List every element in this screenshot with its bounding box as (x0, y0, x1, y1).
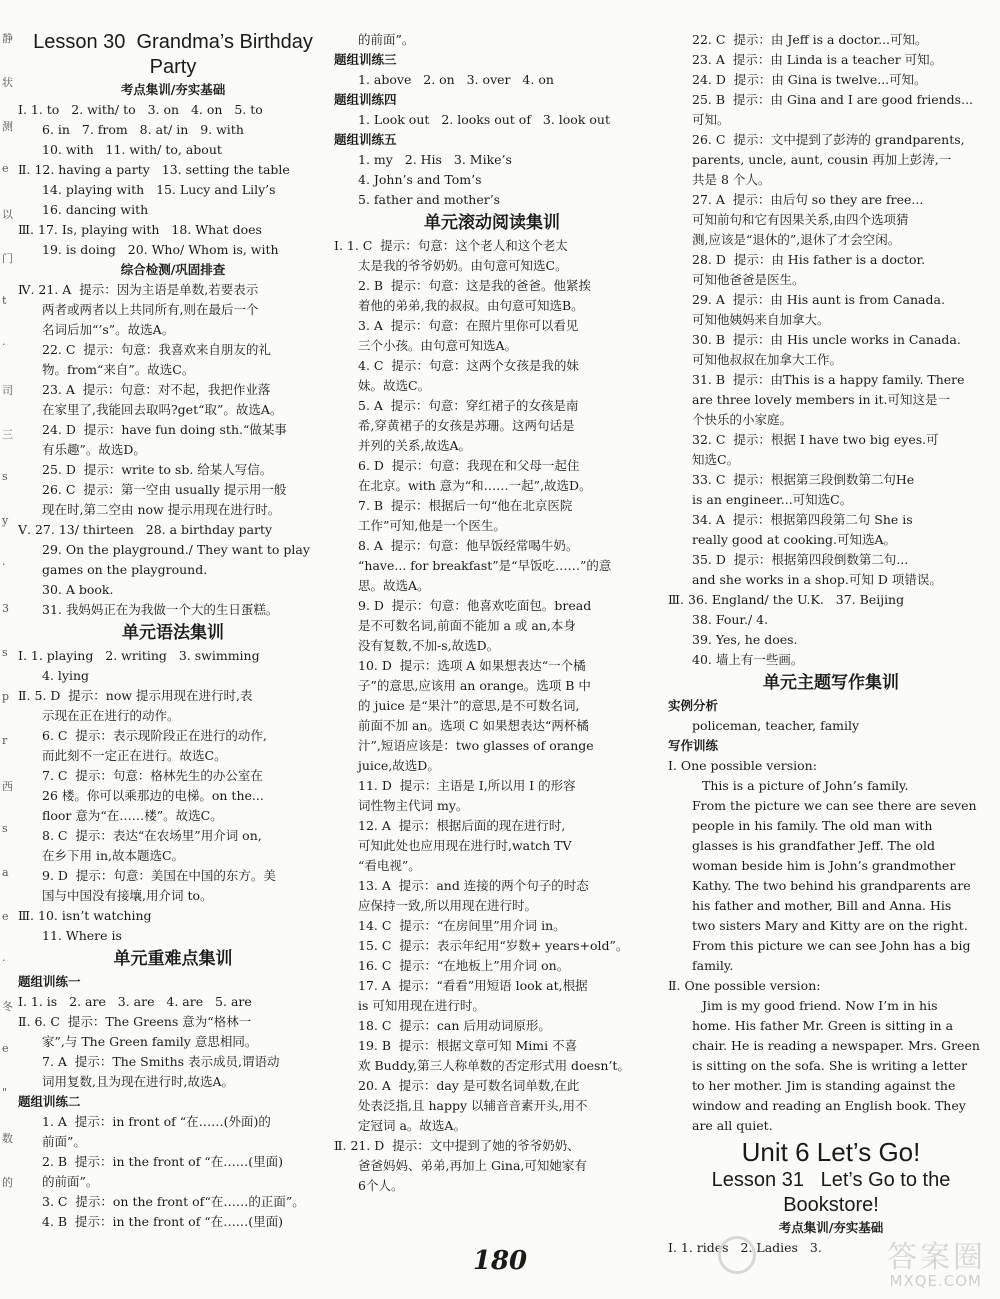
answer-line: 3. A 提示：句意：在照片里你可以看见 (358, 318, 579, 333)
answer-line: Ⅱ. 12. having a party 13. setting the table (18, 162, 290, 177)
answer-line: 31. B 提示：由This is a happy family. There (692, 372, 965, 387)
answer-line: 31. 我妈妈正在为我做一个大的生日蛋糕。 (42, 602, 279, 617)
answer-line: 6. C 提示：表示现阶段正在进行的动作, (42, 728, 267, 743)
answer-line: Kathy. The two behind his grandparents are (692, 878, 971, 893)
answer-line: 5. A 提示：句意：穿红裙子的女孩是南 (358, 398, 579, 413)
edge-mark: t (2, 294, 7, 307)
edge-mark: e (2, 1042, 9, 1055)
answer-line: 前面不加 an。选项 C 如果想表达“两杯橘 (358, 718, 589, 733)
edge-mark: 西 (2, 780, 13, 793)
answer-line: glasses is his grandfather Jeff. The old (692, 838, 935, 853)
answer-line: family. (692, 958, 734, 973)
section-heading: Unit 6 Let’s Go! (741, 1137, 921, 1167)
answer-line: 7. A 提示：The Smiths 表示成员,谓语动 (42, 1054, 280, 1069)
answer-line: 25. D 提示：write to sb. 给某人写信。 (42, 462, 273, 477)
answer-line: 妹。故选C。 (358, 378, 431, 393)
answer-line: 可知此处也应用现在进行时,watch TV (358, 838, 572, 853)
answer-line: 26 楼。你可以乘那边的电梯。on the... (42, 788, 264, 803)
answer-line: 有乐趣”。故选D。 (42, 442, 146, 457)
answer-line: 知选C。 (692, 452, 740, 467)
answer-line: games on the playground. (42, 562, 208, 577)
answer-line: 示现在正在进行的动作。 (42, 708, 180, 723)
answer-line: 26. C 提示：文中提到了彭涛的 grandparents, (692, 132, 965, 147)
answer-line: window and reading an English book. They (692, 1098, 966, 1113)
answer-line: 1. Look out 2. looks out of 3. look out (358, 112, 610, 127)
answer-line: 可知他爸爸是医生。 (692, 272, 805, 287)
answer-line: 可知他叔叔在加拿大工作。 (692, 352, 843, 367)
answer-line: Ⅰ. 1. playing 2. writing 3. swimming (18, 648, 260, 663)
answer-line: 的 juice 是“果汁”的意思,是不可数名词, (358, 698, 580, 713)
answer-line: 8. A 提示：句意：他早饭经常喝牛奶。 (358, 538, 579, 553)
answer-line: juice,故选D。 (358, 758, 440, 773)
answer-line: Jim is my good friend. Now I’m in his (702, 998, 938, 1013)
watermark-logo-icon (718, 1236, 756, 1274)
answer-line: 三个小孩。由句意可知选A。 (358, 338, 518, 353)
section-heading: 单元重难点集训 (113, 949, 233, 969)
answer-line: 23. A 提示：句意：对不起，我把作业落 (42, 382, 271, 397)
answer-line: 1. above 2. on 3. over 4. on (358, 72, 554, 87)
answer-line: are all quiet. (692, 1118, 773, 1133)
answer-line: two sisters Mary and Kitty are on the right. (692, 918, 968, 933)
answer-line: 14. playing with 15. Lucy and Lily’s (42, 182, 276, 197)
answer-line: 11. D 提示：主语是 I,所以用 I 的形容 (358, 778, 576, 793)
answer-line: 希,穿黄裙子的女孩是苏珊。这两句话是 (358, 418, 575, 433)
edge-mark: · (2, 558, 6, 571)
answer-line: 3. C 提示：on the front of“在……的正面”。 (42, 1194, 305, 1209)
section-heading: 单元语法集训 (122, 623, 224, 643)
answer-line: 太是我的爷爷奶奶。由句意可知选C。 (358, 258, 568, 273)
answer-line: 思。故选A。 (358, 578, 430, 593)
answer-line: 处表泛指,且 happy 以辅音音素开头,用不 (358, 1098, 588, 1113)
answer-line: From the picture we can see there are seven (692, 798, 977, 813)
subsection-label: 写作训练 (668, 738, 719, 753)
answer-line: 并列的关系,故选A。 (358, 438, 472, 453)
answer-line: home. His father Mr. Green is sitting in a (692, 1018, 954, 1033)
answer-line: 22. C 提示：由 Jeff is a doctor...可知。 (692, 32, 928, 47)
answer-line: 4. lying (42, 668, 90, 683)
answer-line: 是不可数名词,前面不能加 a 或 an,本身 (358, 618, 576, 633)
subsection-label: 考点集训/夯实基础 (778, 1220, 884, 1235)
answer-line: 可知前句和它有因果关系,由四个选项猜 (692, 212, 909, 227)
answer-line: 家”,与 The Green family 意思相同。 (42, 1034, 258, 1049)
subsection-label: 题组训练五 (334, 132, 397, 147)
answer-line: is 可知用现在进行时。 (358, 998, 485, 1013)
watermark-url: MXQE.COM (889, 1272, 982, 1290)
answer-line: is an engineer...可知选C。 (692, 492, 853, 507)
answer-line: 4. C 提示：句意：这两个女孩是我的妹 (358, 358, 579, 373)
answer-line: 22. C 提示：句意：我喜欢来自朋友的礼 (42, 342, 271, 357)
answer-line: 35. D 提示：根据第四段倒数第二句... (692, 552, 909, 567)
answer-line: 5. father and mother’s (358, 192, 501, 207)
answer-line: 25. B 提示：由 Gina and I are good friends... (692, 92, 974, 107)
section-heading: Bookstore! (783, 1194, 879, 1216)
answer-line: Ⅰ. 1. rides 2. Ladies 3. (668, 1240, 822, 1255)
watermark-title: 答案圈 (887, 1240, 986, 1275)
answer-line: 4. B 提示：in the front of “在……(里面) (42, 1214, 283, 1229)
answer-line: 名词后加“’s”。故选A。 (42, 322, 175, 337)
answer-line: 个快乐的小家庭。 (692, 412, 793, 427)
answer-line: Ⅲ. 10. isn’t watching (18, 908, 152, 923)
answer-line: 12. A 提示：根据后面的现在进行时, (358, 818, 566, 833)
answer-line: Ⅱ. 5. D 提示：now 提示用现在进行时,表 (18, 688, 253, 703)
answer-line: 1. A 提示：in front of “在……(外面)的 (42, 1114, 271, 1129)
answer-line: Ⅲ. 17. Is, playing with 18. What does (18, 222, 262, 237)
answer-line: 着他的弟弟,我的叔叔。由句意可知选B。 (358, 298, 584, 313)
answer-line: This is a picture of John’s family. (702, 778, 909, 793)
edge-mark: e (2, 910, 9, 923)
answer-line: 在北京。with 意为“和……一起”,故选D。 (358, 478, 592, 493)
answer-line: 39. Yes, he does. (692, 632, 798, 647)
subsection-label: 题组训练三 (334, 52, 397, 67)
answer-line: 8. C 提示：表达“在农场里”用介词 on, (42, 828, 262, 843)
answer-line: 6. D 提示：句意：我现在和父母一起住 (358, 458, 580, 473)
edge-mark: 司 (2, 384, 13, 397)
page-number: 180 (472, 1246, 528, 1276)
answer-line: 17. A 提示：“看看”用短语 look at,根据 (358, 978, 588, 993)
edge-mark: s (2, 646, 8, 659)
answer-line: 定冠词 a。故选A。 (358, 1118, 466, 1133)
answer-line: 物。from“来自”。故选C。 (42, 362, 195, 377)
answer-line: 汁”,短语应该是：two glasses of orange (358, 738, 594, 753)
answer-line: 26. C 提示：第一空由 usually 提示用一般 (42, 482, 287, 497)
column-2 (334, 30, 650, 1278)
answer-line: 现在时,第二空由 now 提示用现在进行时。 (42, 502, 281, 517)
subsection-label: 题组训练二 (18, 1094, 81, 1109)
answer-line: 爸爸妈妈、弟弟,再加上 Gina,可知她家有 (358, 1158, 587, 1173)
subsection-label: 考点集训/夯实基础 (120, 82, 226, 97)
answer-line: 29. On the playground./ They want to play (42, 542, 310, 557)
answer-line: 19. B 提示：根据文章可知 Mimi 不喜 (358, 1038, 578, 1053)
answer-line: 9. D 提示：句意：他喜欢吃面包。bread (358, 598, 592, 613)
edge-mark: a (2, 866, 9, 879)
answer-line: 30. B 提示：由 His uncle works in Canada. (692, 332, 961, 347)
answer-line: 19. is doing 20. Who/ Whom is, with (42, 242, 279, 257)
answer-line: woman beside him is John’s grandmother (692, 858, 956, 873)
answer-line: 15. C 提示：表示年纪用“岁数+ years+old”。 (358, 938, 629, 953)
answer-line: 7. B 提示：根据后一句“他在北京医院 (358, 498, 573, 513)
edge-mark: 测 (2, 120, 13, 133)
subsection-label: 题组训练四 (334, 92, 397, 107)
edge-mark: " (2, 1086, 8, 1099)
column-3 (668, 30, 994, 1278)
answer-line: 词性物主代词 my。 (358, 798, 469, 813)
answer-line: 29. A 提示：由 His aunt is from Canada. (692, 292, 945, 307)
answer-line: 没有复数,不加-s,故选D。 (358, 638, 500, 653)
edge-mark: s (2, 470, 8, 483)
answer-line: 工作”可知,他是一个医生。 (358, 518, 506, 533)
edge-mark: 三 (2, 428, 13, 441)
edge-mark: 冬 (2, 1000, 13, 1013)
subsection-label: 实例分析 (668, 698, 719, 713)
section-heading: Lesson 30 Grandma’s Birthday (33, 31, 313, 53)
answer-line: 27. A 提示：由后句 so they are free... (692, 192, 924, 207)
answer-line: 28. D 提示：由 His father is a doctor. (692, 252, 926, 267)
section-heading: 单元主题写作集训 (763, 673, 899, 693)
edge-mark: 静 (2, 32, 13, 45)
answer-line: his father and mother, Bill and Anna. His (692, 898, 952, 913)
answer-line: Ⅱ. One possible version: (668, 978, 821, 993)
answer-line: “have... for breakfast”是“早饭吃……”的意 (358, 558, 612, 573)
answer-line: 7. C 提示：句意：格林先生的办公室在 (42, 768, 263, 783)
edge-mark: y (2, 514, 9, 527)
answer-line: 23. A 提示：由 Linda is a teacher 可知。 (692, 52, 943, 67)
answer-line: 可知。 (692, 112, 730, 127)
subsection-label: 综合检测/巩固排查 (120, 262, 226, 277)
answer-line: 13. A 提示：and 连接的两个句子的时态 (358, 878, 589, 893)
answer-line: 应保持一致,所以用现在进行时。 (358, 898, 537, 913)
edge-mark: s (2, 822, 8, 835)
answer-line: 前面”。 (42, 1134, 86, 1149)
edge-mark: 数 (2, 1132, 13, 1145)
subsection-label: 题组训练一 (18, 974, 81, 989)
answer-line: 10. D 提示：选项 A 如果想表达“一个橘 (358, 658, 586, 673)
answer-line: Ⅰ. One possible version: (668, 758, 817, 773)
answer-line: 在家里了,我能回去取吗?get“取”。故选A。 (42, 402, 283, 417)
answer-line: chair. He is reading a newspaper. Mrs. Green (692, 1038, 980, 1053)
edge-mark: 3 (2, 602, 9, 615)
watermark (721, 1232, 986, 1294)
answer-line: 40. 墙上有一些画。 (692, 652, 804, 667)
answer-line: 16. C 提示：“在地板上”用介词 on。 (358, 958, 570, 973)
answer-line: policeman, teacher, family (692, 718, 860, 733)
answer-line: 而此刻不一定正在进行。故选C。 (42, 748, 227, 763)
answer-line: 欢 Buddy,第三人称单数的否定形式用 doesn’t。 (358, 1058, 630, 1073)
answer-line: 30. A book. (42, 582, 114, 597)
answer-line: 的前面”。 (42, 1174, 99, 1189)
answer-line: 4. John’s and Tom’s (358, 172, 482, 187)
section-heading: Lesson 31 Let’s Go to the (711, 1169, 951, 1191)
answer-line: Ⅰ. 1. to 2. with/ to 3. on 4. on 5. to (18, 102, 263, 117)
answer-line: 在乡下用 in,故本题选C。 (42, 848, 185, 863)
edge-mark: · (2, 338, 6, 351)
answer-line: 34. A 提示：根据第四段第二句 She is (692, 512, 913, 527)
answer-line: Ⅳ. 21. A 提示：因为主语是单数,若要表示 (18, 282, 259, 297)
answer-line: 共是 8 个人。 (692, 172, 771, 187)
answer-line: 16. dancing with (42, 202, 149, 217)
answer-line: 20. A 提示：day 是可数名词单数,在此 (358, 1078, 580, 1093)
answer-line: 2. B 提示：in the front of “在……(里面) (42, 1154, 283, 1169)
edge-mark: 门 (2, 252, 13, 265)
answer-line: 1. my 2. His 3. Mike’s (358, 152, 512, 167)
answer-line: 测,应该是“退休的”,退休了才会空闲。 (692, 232, 901, 247)
answer-line: Ⅰ. 1. C 提示：句意：这个老人和这个老太 (334, 238, 568, 253)
column-1 (18, 30, 328, 1278)
answer-line: 24. D 提示：由 Gina is twelve...可知。 (692, 72, 927, 87)
answer-line: really good at cooking.可知选A。 (692, 532, 897, 547)
answer-line: 词用复数,且为现在进行时,故选A。 (42, 1074, 234, 1089)
answer-line: Ⅱ. 21. D 提示：文中提到了她的爷爷奶奶、 (334, 1138, 580, 1153)
answer-line: 18. C 提示：can 后用动词原形。 (358, 1018, 551, 1033)
answer-line: 国与中国没有接壤,用介词 to。 (42, 888, 213, 903)
answer-line: floor 意为“在……楼”。故选C。 (42, 808, 223, 823)
answer-line: 32. C 提示：根据 I have two big eyes.可 (692, 432, 939, 447)
edge-mark: r (2, 734, 8, 747)
edge-mark: · (2, 954, 6, 967)
answer-line: people in his family. The old man with (692, 818, 933, 833)
answer-line: 6个人。 (358, 1178, 404, 1193)
answer-line: 6. in 7. from 8. at/ in 9. with (42, 122, 244, 137)
answer-line: 11. Where is (42, 928, 122, 943)
answer-line: 2. B 提示：句意：这是我的爸爸。他紧挨 (358, 278, 592, 293)
answer-line: to her mother. Jim is standing against the (692, 1078, 956, 1093)
edge-mark: 的 (2, 1176, 13, 1189)
answer-line: 33. C 提示：根据第三段倒数第二句He (692, 472, 915, 487)
section-heading: Party (149, 56, 197, 78)
edge-mark: 以 (2, 208, 13, 221)
answer-line: parents, uncle, aunt, cousin 再加上彭涛,一 (692, 152, 952, 167)
answer-line: Ⅴ. 27. 13/ thirteen 28. a birthday party (18, 522, 273, 537)
answer-line: and she works in a shop.可知 D 项错误。 (692, 572, 942, 587)
left-edge-strip (0, 0, 14, 1230)
answer-line: 24. D 提示：have fun doing sth.“做某事 (42, 422, 287, 437)
answer-line: are three lovely members in it.可知这是一 (692, 392, 951, 407)
answer-line: 两者或两者以上共同所有,则在最后一个 (42, 302, 259, 317)
answer-line: Ⅱ. 6. C 提示：The Greens 意为“格林一 (18, 1014, 252, 1029)
edge-mark: p (2, 690, 10, 703)
answer-line: “看电视”。 (358, 858, 421, 873)
edge-mark: 状 (2, 76, 13, 89)
answer-line: 的前面”。 (358, 32, 415, 47)
answer-line: 38. Four./ 4. (692, 612, 769, 627)
answer-line: Ⅰ. 1. is 2. are 3. are 4. are 5. are (18, 994, 252, 1009)
section-heading: 单元滚动阅读集训 (424, 213, 560, 233)
edge-mark: e (2, 162, 9, 175)
answer-line: From this picture we can see John has a big (692, 938, 971, 953)
answer-line: 可知他姨妈来自加拿大。 (692, 312, 830, 327)
answer-line: 9. D 提示：句意：美国在中国的东方。美 (42, 868, 276, 883)
answer-line: 14. C 提示：“在房间里”用介词 in。 (358, 918, 566, 933)
answer-line: 10. with 11. with/ to, about (42, 142, 222, 157)
answer-line: 子”的意思,应该用 an orange。选项 B 中 (358, 678, 591, 693)
answer-line: Ⅲ. 36. England/ the U.K. 37. Beijing (668, 592, 905, 607)
answer-line: is sitting on the sofa. She is writing a letter (692, 1058, 968, 1073)
